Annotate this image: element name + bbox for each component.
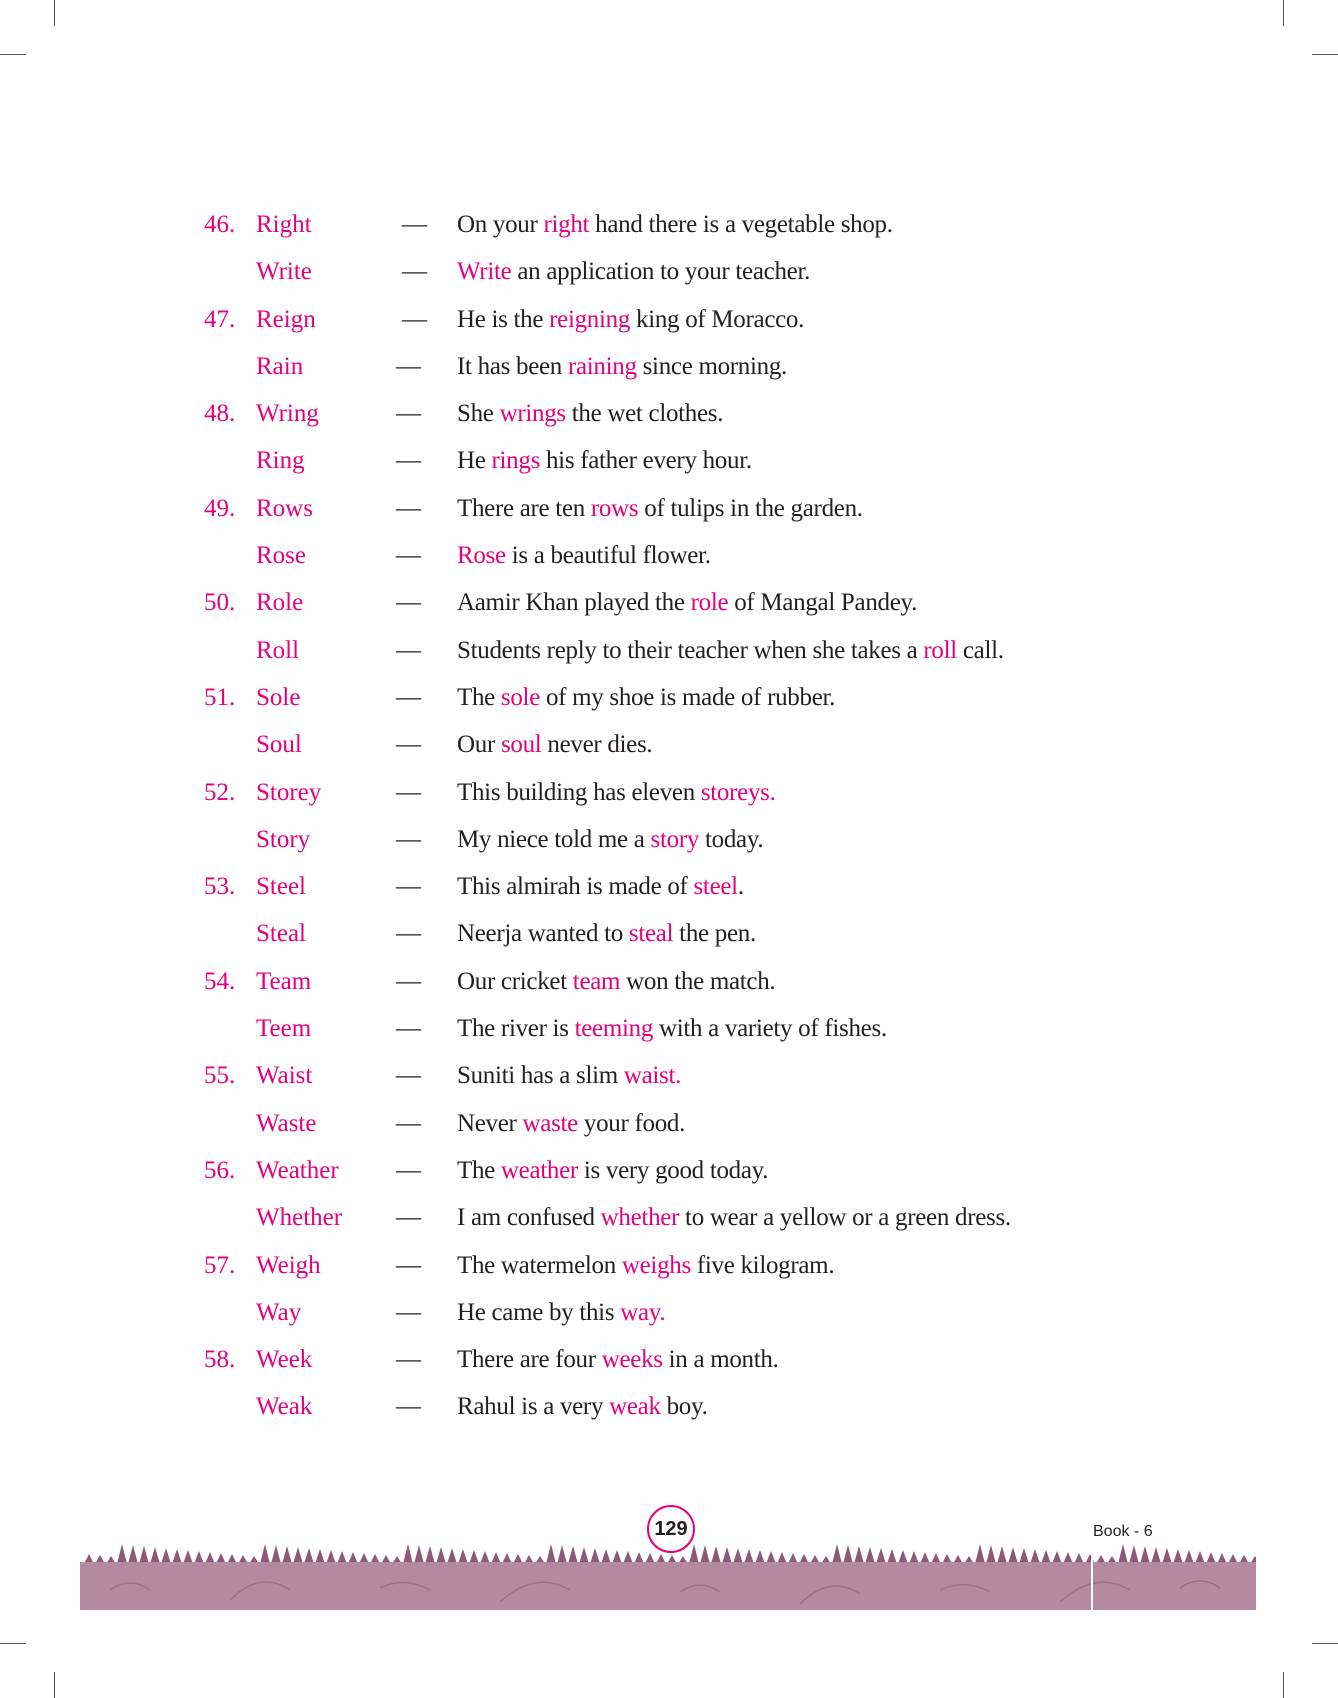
tree-shape: [898, 1550, 908, 1564]
entry-row: [0, 1052, 1338, 1099]
tree-shape: [128, 1545, 138, 1564]
tree-shape: [172, 1549, 182, 1564]
homophone-word: Waste: [256, 1109, 317, 1137]
tree-shape: [1030, 1549, 1040, 1564]
entry-number: 51.: [204, 683, 236, 711]
tree-shape: [579, 1547, 589, 1564]
entry-row: [0, 579, 1338, 626]
sentence-text: Aamir Khan played the: [457, 589, 691, 617]
sentence-text: is very good today.: [577, 1156, 769, 1184]
tree-shape: [271, 1545, 281, 1564]
crop-mark-bottom-right-v: [1283, 1672, 1284, 1698]
homophone-word: Reign: [256, 305, 316, 333]
tree-shape: [700, 1545, 710, 1564]
entry-number: 53.: [204, 873, 236, 901]
tree-shape: [755, 1550, 765, 1564]
entry-row: [0, 343, 1338, 390]
entry-row: [0, 390, 1338, 437]
example-sentence: [457, 201, 893, 248]
sentence-text: since morning.: [636, 352, 788, 380]
highlighted-word: .: [659, 1298, 666, 1326]
em-dash: —: [396, 1015, 421, 1043]
sentence-text: never dies.: [541, 731, 653, 759]
tree-shape: [1019, 1548, 1029, 1564]
homophone-word: Write: [256, 258, 312, 286]
homophone-word: Team: [256, 967, 312, 995]
sentence-text: Rahul is a very: [457, 1393, 610, 1421]
tree-shape: [744, 1549, 754, 1564]
entry-row: [0, 627, 1338, 674]
homophone-word: Steal: [256, 920, 306, 948]
highlighted-word: steel: [693, 873, 738, 901]
sentence-text: This building has eleven: [457, 778, 701, 806]
homophone-word: Weather: [256, 1156, 339, 1184]
sentence-text: his father every hour.: [540, 447, 752, 475]
em-dash: —: [396, 778, 421, 806]
em-dash: —: [396, 1156, 421, 1184]
tree-shape: [447, 1548, 457, 1564]
homophone-word: Rain: [256, 352, 304, 380]
tree-shape: [1184, 1550, 1194, 1564]
example-sentence: [457, 816, 763, 863]
highlighted-word: rings: [491, 447, 541, 475]
sentence-text: Suniti has a slim: [457, 1062, 624, 1090]
homophone-word: Week: [256, 1346, 313, 1374]
homophone-word: Soul: [256, 731, 302, 759]
highlighted-word: sole: [500, 683, 540, 711]
entry-row: [0, 1194, 1338, 1241]
tree-shape: [832, 1544, 842, 1564]
book-label: Book - 6: [1093, 1523, 1153, 1540]
tree-shape: [986, 1545, 996, 1564]
example-sentence: [457, 296, 804, 343]
tree-shape: [722, 1547, 732, 1564]
homophone-word: Rows: [256, 494, 313, 522]
entry-row: [0, 1242, 1338, 1289]
homophone-word: Weigh: [256, 1251, 321, 1279]
entry-number: 54.: [204, 967, 236, 995]
crop-mark-bottom-right-h: [1312, 1643, 1338, 1644]
highlighted-word: .: [675, 1062, 682, 1090]
entry-number: 50.: [204, 589, 236, 617]
homophone-word: Ring: [256, 447, 305, 475]
tree-shape: [150, 1547, 160, 1564]
sentence-text: The river is: [457, 1015, 575, 1043]
entry-row: [0, 532, 1338, 579]
em-dash: —: [396, 542, 421, 570]
entry-number: 48.: [204, 400, 236, 428]
entry-row: [0, 816, 1338, 863]
em-dash: —: [396, 683, 421, 711]
crop-mark-top-left-v: [54, 0, 55, 26]
em-dash: —: [396, 1346, 421, 1374]
sentence-text: .: [737, 873, 744, 901]
example-sentence: [457, 1383, 708, 1430]
tree-shape: [997, 1546, 1007, 1564]
entry-number: 52.: [204, 778, 236, 806]
tree-shape: [414, 1545, 424, 1564]
homophone-word: Way: [256, 1298, 302, 1326]
highlighted-word: whether: [600, 1204, 680, 1232]
example-sentence: [457, 1242, 834, 1289]
tree-shape: [425, 1546, 435, 1564]
example-sentence: [457, 1052, 681, 1099]
em-dash: —: [396, 1204, 421, 1232]
sentence-text: She: [457, 400, 500, 428]
highlighted-word: weak: [609, 1393, 661, 1421]
sentence-text: Never: [457, 1109, 523, 1137]
sentence-text: an application to your teacher.: [511, 258, 811, 286]
em-dash: —: [396, 1298, 421, 1326]
footer-ground: [80, 1562, 1256, 1610]
em-dash: —: [396, 1251, 421, 1279]
homophone-word: Steel: [256, 873, 306, 901]
entry-row: [0, 674, 1338, 721]
example-sentence: [457, 958, 775, 1005]
tree-shape: [612, 1550, 622, 1564]
highlighted-word: right: [543, 211, 590, 238]
highlighted-word: weather: [500, 1156, 578, 1184]
sentence-text: It has been: [457, 352, 568, 380]
tree-shape: [1140, 1546, 1150, 1564]
entry-row: [0, 296, 1338, 343]
em-dash: —: [396, 1393, 421, 1421]
homophone-word: Storey: [256, 778, 322, 806]
page-number: 129: [647, 1505, 695, 1553]
tree-shape: [1008, 1547, 1018, 1564]
sentence-text: the pen.: [673, 920, 756, 948]
tree-shape: [183, 1550, 193, 1564]
highlighted-word: soul: [500, 731, 542, 759]
tree-shape: [843, 1545, 853, 1564]
tree-shape: [865, 1547, 875, 1564]
sentence-text: The watermelon: [457, 1251, 622, 1279]
sentence-text: The: [457, 683, 501, 711]
tree-shape: [469, 1550, 479, 1564]
homophone-word: Wring: [256, 400, 319, 428]
tree-shape: [458, 1549, 468, 1564]
example-sentence: [457, 437, 752, 484]
sentence-text: of tulips in the garden.: [638, 494, 863, 522]
entry-row: [0, 1005, 1338, 1052]
entry-row: [0, 958, 1338, 1005]
em-dash: —: [396, 825, 421, 853]
tree-shape: [1118, 1544, 1128, 1564]
entry-number: 57.: [204, 1251, 236, 1279]
tree-shape: [117, 1544, 127, 1564]
entry-number: 55.: [204, 1062, 236, 1090]
example-sentence: [457, 343, 787, 390]
sentence-text: Our cricket: [457, 967, 573, 995]
em-dash: —: [396, 1109, 421, 1137]
sentence-text: The: [457, 1156, 501, 1184]
em-dash: —: [396, 636, 421, 664]
tree-shape: [733, 1548, 743, 1564]
entry-row: [0, 1336, 1338, 1383]
tree-shape: [876, 1548, 886, 1564]
highlighted-word: raining: [567, 352, 637, 380]
sentence-text: On your: [457, 211, 544, 238]
highlighted-word: rows: [590, 494, 639, 522]
tree-shape: [546, 1544, 556, 1564]
entry-number: 47.: [204, 305, 236, 333]
highlighted-word: Rose: [457, 542, 506, 570]
highlighted-word: story: [650, 825, 700, 853]
tree-shape: [1173, 1549, 1183, 1564]
example-sentence: [457, 769, 776, 816]
tree-shape: [260, 1544, 270, 1564]
highlighted-word: waist: [623, 1062, 676, 1090]
tree-shape: [887, 1549, 897, 1564]
entry-row: [0, 863, 1338, 910]
sentence-text: He is the: [457, 305, 550, 333]
sentence-text: Our: [457, 731, 501, 759]
homophone-word: Sole: [256, 683, 301, 711]
em-dash: —: [396, 352, 421, 380]
sentence-text: king of Moracco.: [630, 305, 805, 333]
tree-shape: [1151, 1547, 1161, 1564]
sentence-text: He came by this: [457, 1298, 621, 1326]
em-dash: —: [402, 258, 427, 286]
homophone-word: Rose: [256, 542, 306, 570]
sentence-text: your food.: [577, 1109, 686, 1137]
entry-row: [0, 1100, 1338, 1147]
example-sentence: [457, 627, 1004, 674]
tree-shape: [293, 1547, 303, 1564]
sentence-text: boy.: [660, 1393, 708, 1421]
example-sentence: [457, 1194, 1011, 1241]
example-sentence: [457, 674, 835, 721]
homophone-word: Whether: [256, 1204, 343, 1232]
entry-row: [0, 1383, 1338, 1430]
example-sentence: [457, 1336, 779, 1383]
highlighted-word: waste: [522, 1109, 578, 1137]
highlighted-word: weeks: [601, 1346, 663, 1374]
sentence-text: Neerja wanted to: [457, 920, 629, 948]
example-sentence: [457, 910, 756, 957]
highlighted-word: steal: [628, 920, 674, 948]
em-dash: —: [396, 1062, 421, 1090]
example-sentence: [457, 1005, 887, 1052]
highlighted-word: roll: [923, 636, 957, 664]
highlighted-word: storeys: [700, 778, 770, 806]
tree-shape: [139, 1546, 149, 1564]
entry-number: 58.: [204, 1346, 236, 1374]
homophone-word: Roll: [256, 636, 300, 664]
highlighted-word: Write: [457, 258, 512, 286]
example-sentence: [457, 579, 917, 626]
tree-shape: [161, 1548, 171, 1564]
sentence-text: of my shoe is made of rubber.: [540, 683, 836, 711]
em-dash: —: [402, 305, 427, 333]
sentence-text: He: [457, 447, 492, 475]
homophone-word: Story: [256, 825, 311, 853]
sentence-text: This almirah is made of: [457, 873, 694, 901]
example-sentence: [457, 721, 652, 768]
homophone-word: Role: [256, 589, 304, 617]
em-dash: —: [396, 920, 421, 948]
example-sentence: [457, 390, 723, 437]
highlighted-word: weighs: [621, 1251, 691, 1279]
tree-shape: [557, 1545, 567, 1564]
sentence-text: There are ten: [457, 494, 591, 522]
homophone-word: Weak: [256, 1393, 313, 1421]
highlighted-word: wrings: [499, 400, 566, 428]
entry-number: 49.: [204, 494, 236, 522]
tree-shape: [1041, 1550, 1051, 1564]
example-sentence: [457, 1147, 768, 1194]
homophone-list: [0, 201, 1338, 1431]
tree-shape: [282, 1546, 292, 1564]
entry-row: [0, 721, 1338, 768]
entry-row: [0, 910, 1338, 957]
sentence-text: I am confused: [457, 1204, 601, 1232]
tree-shape: [326, 1550, 336, 1564]
example-sentence: [457, 248, 810, 295]
entry-row: [0, 248, 1338, 295]
example-sentence: [457, 532, 711, 579]
entry-row: [0, 769, 1338, 816]
sentence-text: to wear a yellow or a green dress.: [679, 1204, 1011, 1232]
tree-shape: [315, 1549, 325, 1564]
entry-row: [0, 1289, 1338, 1336]
sentence-text: the wet clothes.: [565, 400, 724, 428]
entry-number: 46.: [204, 211, 236, 238]
highlighted-word: .: [769, 778, 776, 806]
example-sentence: [457, 863, 744, 910]
crop-mark-top-right-h: [1312, 54, 1338, 55]
sentence-text: today.: [699, 825, 764, 853]
tree-shape: [304, 1548, 314, 1564]
em-dash: —: [396, 494, 421, 522]
highlighted-word: team: [572, 967, 621, 995]
tree-shape: [689, 1544, 699, 1564]
em-dash: —: [396, 967, 421, 995]
tree-shape: [590, 1548, 600, 1564]
sentence-text: Students reply to their teacher when she takes a: [457, 636, 924, 664]
entry-row: [0, 201, 1338, 248]
tree-shape: [854, 1546, 864, 1564]
tree-shape: [436, 1547, 446, 1564]
homophone-word: Teem: [256, 1015, 312, 1043]
em-dash: —: [396, 447, 421, 475]
tree-shape: [568, 1546, 578, 1564]
entry-row: [0, 437, 1338, 484]
example-sentence: [457, 485, 863, 532]
tree-shape: [1162, 1548, 1172, 1564]
entry-row: [0, 485, 1338, 532]
sentence-text: with a variety of fishes.: [653, 1015, 887, 1043]
sentence-text: won the match.: [620, 967, 776, 995]
sentence-text: There are four: [457, 1346, 602, 1374]
tree-shape: [975, 1544, 985, 1564]
example-sentence: [457, 1289, 665, 1336]
sentence-text: five kilogram.: [690, 1251, 835, 1279]
em-dash: —: [396, 400, 421, 428]
entry-number: 56.: [204, 1156, 236, 1184]
sentence-text: in a month.: [662, 1346, 779, 1374]
em-dash: —: [402, 211, 427, 238]
crop-mark-top-right-v: [1283, 0, 1284, 26]
em-dash: —: [396, 589, 421, 617]
homophone-word: Waist: [256, 1062, 313, 1090]
tree-shape: [711, 1546, 721, 1564]
sentence-text: My niece told me a: [457, 825, 651, 853]
tree-shape: [403, 1544, 413, 1564]
sentence-text: call.: [956, 636, 1004, 664]
sentence-text: hand there is a vegetable shop.: [589, 211, 893, 238]
em-dash: —: [396, 731, 421, 759]
example-sentence: [457, 1100, 685, 1147]
sentence-text: is a beautiful flower.: [505, 542, 711, 570]
crop-mark-bottom-left-h: [0, 1643, 26, 1644]
tree-shape: [601, 1549, 611, 1564]
sentence-text: of Mangal Pandey.: [728, 589, 918, 617]
entry-row: [0, 1147, 1338, 1194]
highlighted-word: reigning: [549, 305, 631, 333]
tree-shape: [1129, 1545, 1139, 1564]
highlighted-word: teeming: [574, 1015, 654, 1043]
highlighted-word: way: [620, 1298, 660, 1326]
highlighted-word: role: [690, 589, 729, 617]
homophone-word: Right: [256, 211, 312, 238]
em-dash: —: [396, 873, 421, 901]
crop-mark-bottom-left-v: [54, 1672, 55, 1698]
crop-mark-top-left-h: [0, 54, 26, 55]
